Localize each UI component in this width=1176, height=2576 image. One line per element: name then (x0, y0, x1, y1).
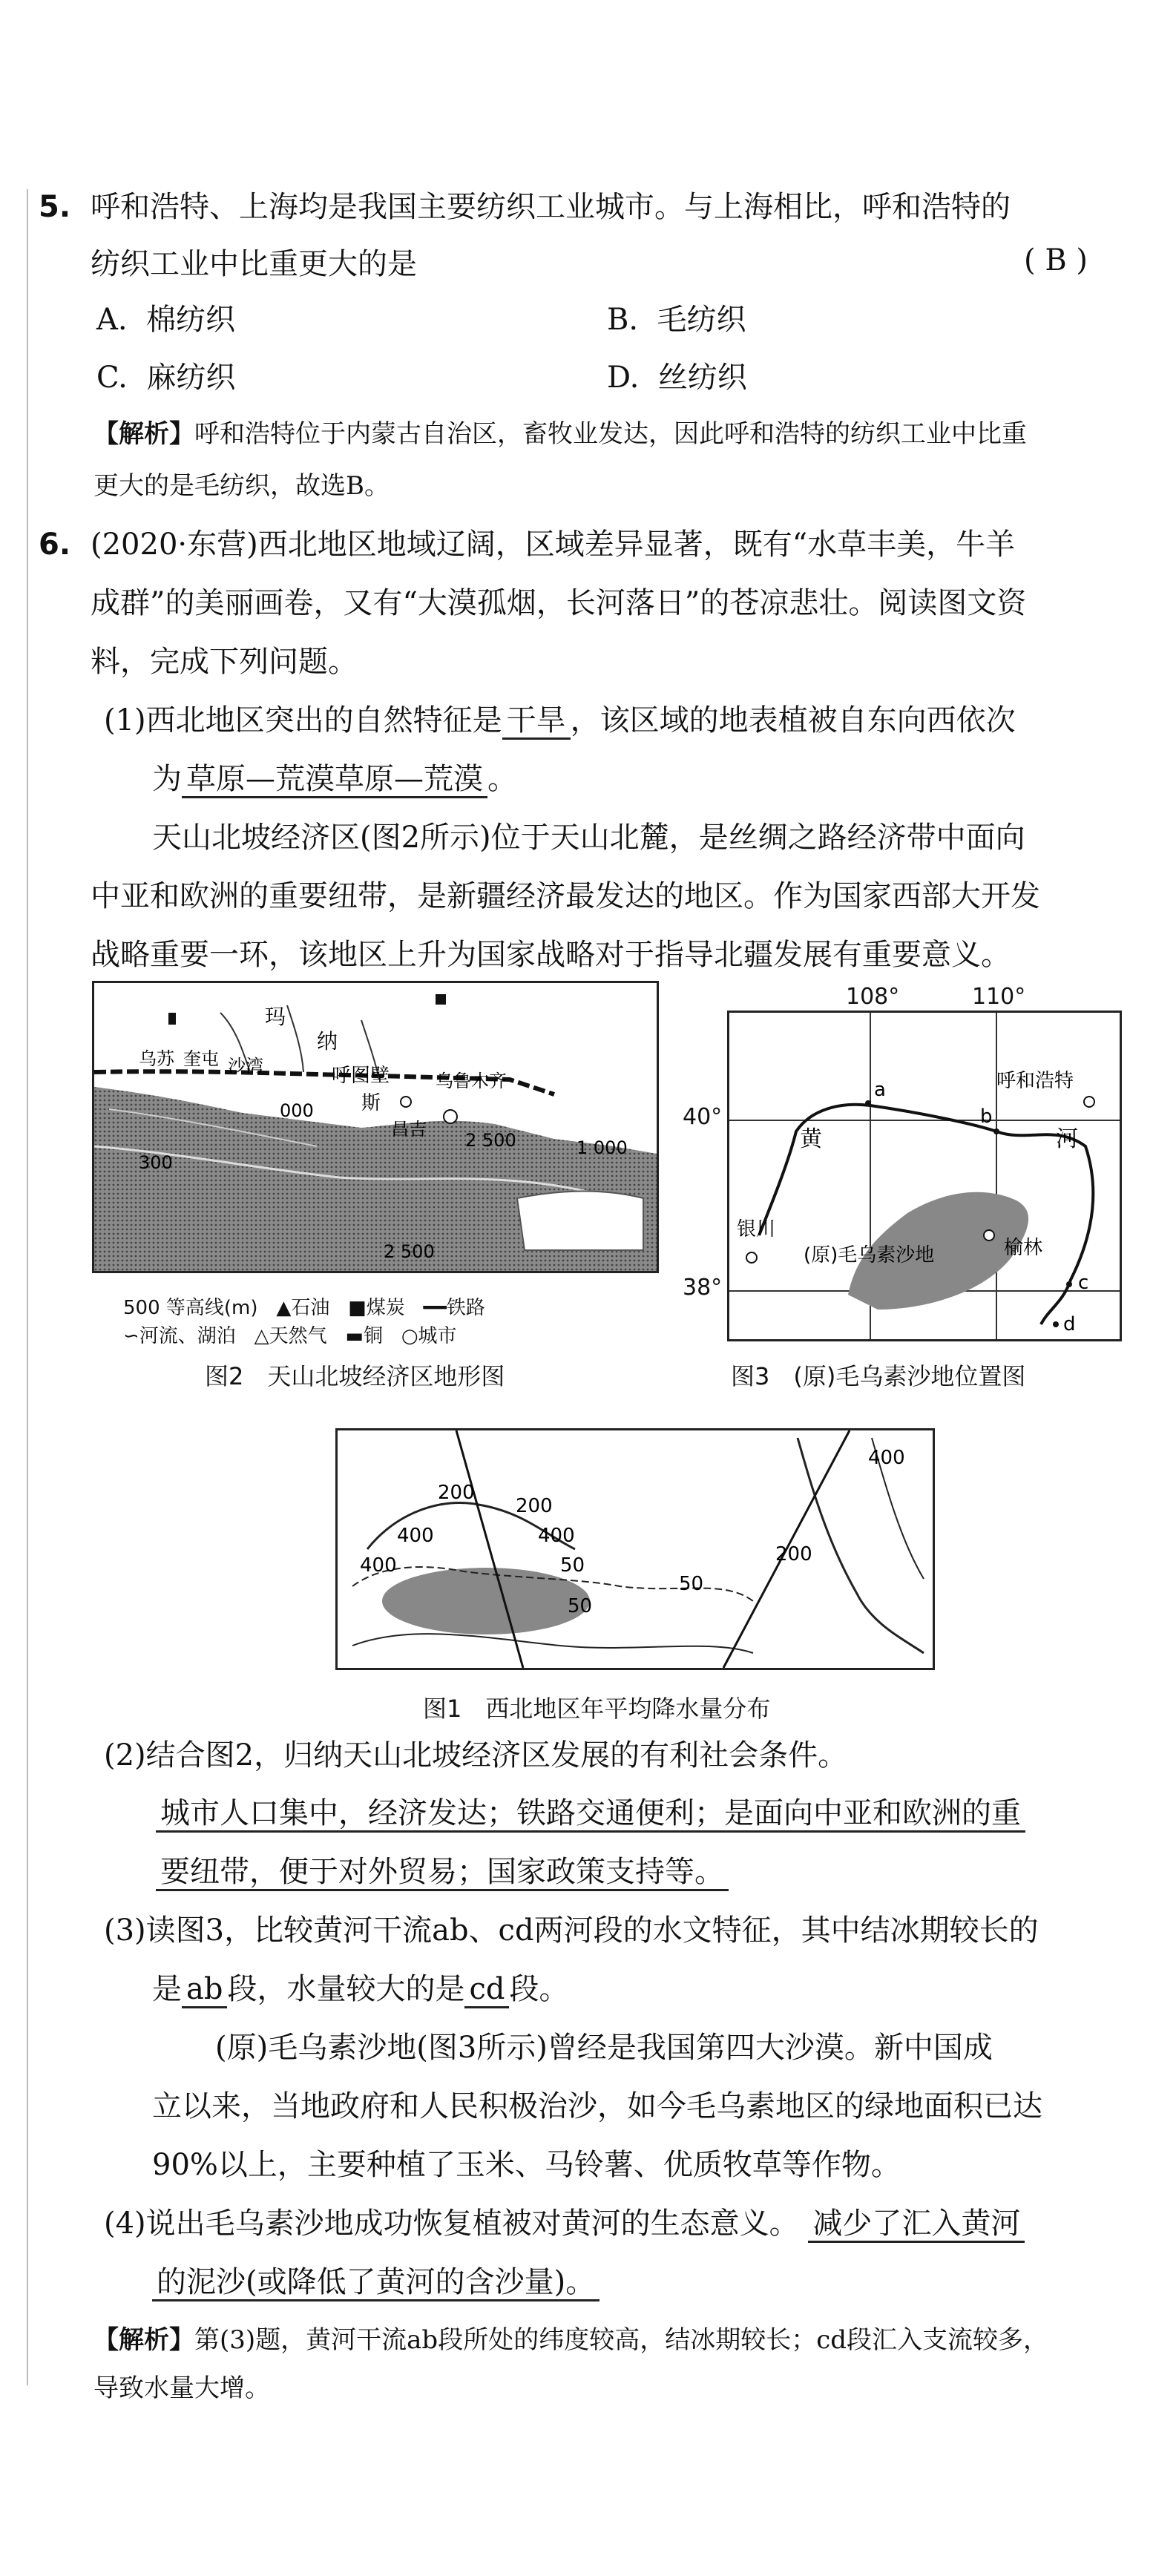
oil-icon: ▲ (276, 1297, 292, 1319)
part2-answer-2: 要纽带，便于对外贸易；国家政策支持等。 (156, 1855, 729, 1891)
q6-analysis-line1 (93, 2323, 1048, 2357)
map-label: d (1063, 1313, 1076, 1335)
map-label: 黄 (800, 1126, 822, 1152)
isohyet-label: 50 (568, 1595, 593, 1617)
isohyet-label: 400 (538, 1525, 575, 1547)
isohyet-label: 400 (868, 1447, 905, 1469)
fig2-terrain (94, 983, 657, 1271)
coal-icon: ■ (348, 1297, 367, 1319)
fig2-caption: 图2 天山北坡经济区地形图 (205, 1362, 505, 1390)
option-text: 麻纺织 (146, 361, 236, 395)
option-label: B. (607, 303, 639, 337)
q6-part4-line2 (152, 2263, 600, 2301)
analysis-tag: 【解析】 (93, 419, 194, 449)
legend-copper: 铜 (364, 1325, 384, 1347)
analysis-tag: 【解析】 (93, 2325, 194, 2355)
legend-oil: 石油 (291, 1297, 330, 1319)
contour-legend-value: 500 (123, 1297, 160, 1319)
fig2-legend-row1 (123, 1292, 485, 1320)
q6-part4-line1 (104, 2204, 1025, 2243)
isohyet-label: 400 (360, 1554, 397, 1577)
river-icon: ∽ (123, 1325, 139, 1347)
q6-part2-question: (2)结合图2，归纳天山北坡经济区发展的有利社会条件。 (104, 1738, 848, 1772)
legend-gas: 天然气 (269, 1325, 327, 1347)
map-label: b (980, 1105, 993, 1128)
legend-city: 城市 (418, 1325, 457, 1347)
city-icon: ○ (401, 1325, 418, 1347)
option-text: 棉纺织 (146, 303, 236, 337)
part4-answer-2: 的泥沙(或降低了黄河的含沙量)。 (152, 2265, 600, 2301)
q5-option-d[interactable] (607, 358, 747, 397)
part4-question: (4)说出毛乌素沙地成功恢复植被对黄河的生态意义。 (104, 2207, 799, 2241)
fig3-lon-108: 108° (846, 984, 900, 1010)
q6-analysis-line2: 导致水量大增。 (93, 2373, 270, 2403)
option-text: 毛纺织 (657, 303, 746, 337)
map-label: 000 (280, 1100, 314, 1121)
map-label: a (874, 1079, 886, 1101)
fig1-map (335, 1428, 935, 1670)
legend-river: 河流、湖泊 (139, 1325, 236, 1347)
isohyet-label: 200 (516, 1495, 553, 1517)
option-label: A. (96, 303, 128, 337)
fig1-caption: 图1 西北地区年平均降水量分布 (423, 1695, 771, 1723)
part2-answer-1: 城市人口集中，经济发达；铁路交通便利；是面向中亚和欧洲的重 (156, 1796, 1025, 1833)
map-label: 河 (1056, 1126, 1078, 1152)
part3-pre: 是 (152, 1972, 182, 2006)
q6-para1-line1: 天山北坡经济区(图2所示)位于天山北麓，是丝绸之路经济带中面向 (152, 821, 1025, 855)
q6-para1-line2: 中亚和欧洲的重要纽带，是新疆经济最发达的地区。作为国家西部大开发 (91, 879, 1040, 913)
isohyet-label: 200 (775, 1543, 812, 1565)
map-label: 2 500 (384, 1241, 435, 1262)
map-label: 纳 (317, 1029, 338, 1054)
legend-contour: 等高线(m) (165, 1297, 258, 1319)
legend-railway: 铁路 (446, 1297, 485, 1319)
q6-intro-line3: 料，完成下列问题。 (91, 645, 358, 679)
part1-answer-2: 草原—荒漠草原—荒漠 (182, 762, 487, 798)
map-label: 呼图壁 (332, 1065, 390, 1087)
q6-para2-line3: 90%以上，主要种植了玉米、马铃薯、优质牧草等作物。 (152, 2148, 901, 2182)
map-label: 呼和浩特 (996, 1070, 1074, 1092)
q6-para2-line2: 立以来，当地政府和人民积极治沙，如今毛乌素地区的绿地面积已达 (152, 2089, 1042, 2123)
isohyet-label: 50 (560, 1554, 585, 1577)
q5-option-c[interactable] (96, 358, 235, 397)
copper-icon: ▬ (345, 1325, 364, 1347)
q6-part3-question: (3)读图3，比较黄河干流ab、cd两河段的水文特征，其中结冰期较长的 (104, 1913, 1039, 1948)
fig3-lat-40: 40° (683, 1104, 723, 1130)
map-label: 1 000 (576, 1137, 628, 1158)
option-label: C. (96, 361, 128, 395)
map-label: 沙湾 (228, 1056, 263, 1077)
part1-question-cont: ，该区域的地表植被自东向西依次 (570, 703, 1016, 737)
q5-analysis-line2: 更大的是毛纺织，故选B。 (93, 471, 390, 501)
q6-number: 6. (39, 528, 71, 562)
q6-part1-line2 (152, 760, 517, 798)
option-text: 丝纺织 (657, 361, 747, 395)
q5-line1: 呼和浩特、上海均是我国主要纺织工业城市。与上海相比，呼和浩特的 (91, 190, 1011, 224)
q5-number: 5. (39, 190, 71, 224)
fig3-lon-110: 110° (972, 984, 1026, 1010)
fig1-precipitation (338, 1430, 933, 1668)
analysis-text: 呼和浩特位于内蒙古自治区，畜牧业发达，因此呼和浩特的纺织工业中比重 (194, 419, 1027, 449)
fig3-terrain (729, 1013, 1120, 1339)
map-label: 斯 (361, 1092, 381, 1114)
q6-part1-line1 (104, 701, 1016, 740)
map-label: 乌鲁木齐 (436, 1071, 507, 1091)
map-label: c (1078, 1272, 1089, 1294)
gas-icon: △ (254, 1325, 269, 1347)
fig3-map (727, 1011, 1122, 1341)
q5-option-a[interactable] (96, 300, 235, 339)
q5-analysis-line1 (93, 417, 1027, 451)
q6-intro-line2: 成群”的美丽画卷，又有“大漠孤烟，长河落日”的苍凉悲壮。阅读图文资 (91, 586, 1027, 620)
q6-part3-answer-line (152, 1970, 568, 2008)
q5-option-b[interactable] (607, 300, 746, 339)
map-label: 2 500 (465, 1130, 516, 1151)
fig2-map (92, 981, 659, 1273)
margin-line (27, 189, 28, 2385)
part1-question: (1)西北地区突出的自然特征是 (104, 703, 502, 737)
desert-area (382, 1568, 593, 1634)
map-label: 奎屯 (183, 1048, 219, 1069)
map-label: 银川 (737, 1218, 776, 1241)
fig2-legend-row2 (123, 1321, 457, 1348)
q6-part2-answer-line2 (156, 1853, 729, 1891)
map-label: 榆林 (1004, 1237, 1043, 1259)
legend-coal: 煤炭 (366, 1297, 405, 1319)
option-label: D. (607, 361, 640, 395)
oil-marker (168, 1013, 176, 1025)
map-label: (原)毛乌素沙地 (804, 1244, 935, 1266)
q6-intro-line1: (2020·东营)西北地区地域辽阔，区域差异显著，既有“水草丰美，牛羊 (91, 528, 1016, 562)
part3-end: 段。 (509, 1972, 569, 2006)
fig3-caption: 图3 (原)毛乌素沙地位置图 (731, 1362, 1026, 1390)
part1-answer-1: 干旱 (502, 703, 571, 740)
city-marker (401, 1097, 411, 1107)
part3-answer-2: cd (464, 1972, 509, 2008)
part3-answer-1: ab (182, 1972, 227, 2008)
q5-answer: ( B ) (1024, 243, 1088, 277)
isohyet-label: 50 (679, 1573, 704, 1595)
map-label: 玛 (265, 1005, 286, 1029)
part3-mid: 段，水量较大的是 (227, 1972, 465, 2006)
q5-line2: 纺织工业中比重更大的是 (91, 247, 417, 281)
map-label: 300 (139, 1152, 173, 1173)
map-label: 乌苏 (139, 1048, 174, 1069)
isohyet-label: 400 (397, 1525, 434, 1547)
fig3-lat-38: 38° (683, 1275, 723, 1301)
part4-answer-1: 减少了汇入黄河 (808, 2207, 1025, 2243)
part1-pre2: 为 (152, 762, 182, 796)
q6-para1-line3: 战略重要一环，该地区上升为国家战略对于指导北疆发展有重要意义。 (91, 938, 1011, 972)
map-label: 昌吉 (391, 1119, 427, 1140)
analysis-text: 第(3)题，黄河干流ab段所处的纬度较高，结冰期较长；cd段汇入支流较多， (194, 2325, 1049, 2355)
q6-part2-answer-line1 (156, 1794, 1025, 1833)
q6-para2-line1: (原)毛乌素沙地(图3所示)曾经是我国第四大沙漠。新中国成 (215, 2031, 993, 2065)
isohyet-label: 200 (438, 1482, 475, 1504)
railway-icon: ━━ (423, 1297, 447, 1319)
coal-marker (436, 994, 446, 1005)
city-marker (444, 1110, 457, 1123)
part1-end: 。 (487, 762, 517, 796)
